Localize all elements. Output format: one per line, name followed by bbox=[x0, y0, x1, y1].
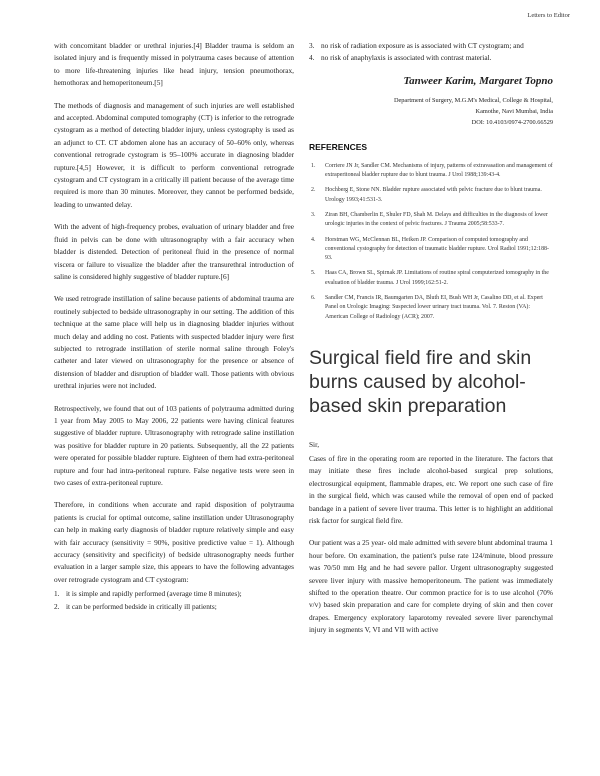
references-heading: REFERENCES bbox=[309, 141, 368, 152]
left-column bbox=[54, 40, 294, 613]
list-item-number: 3. bbox=[309, 41, 315, 50]
reference-number: 5. bbox=[311, 270, 316, 277]
reference-text: Hochberg E, Stone NN. Bladder rupture associated with pelvic fracture due to blunt trauma. Urology 1993;41:531-3. bbox=[325, 187, 542, 203]
body-paragraph: Therefore, in conditions when accurate and rapid disposition of polytrauma patients is crucial for optimal outcome, saline instillation under Ultrasonography can help in making early diagnosis of bladder rupture relatively simple and easy with fair accuracy (sensitivity = 90%, positive predictive value = 1). Although accuracy (sensitivity and specificity) of bedside ultrasonography needs further evaluation in a larger sample size, this appears to have the following advantages over retrograde cystogram and CT cystogram: bbox=[54, 500, 294, 584]
reference-number: 2. bbox=[311, 187, 316, 194]
reference-text: Haas CA, Brown SL, Spirnak JP. Limitations of routine spiral computerized tomography in the evaluation of bladder trauma. J Urol 1999;162:51-2. bbox=[325, 270, 549, 286]
reference-item bbox=[309, 186, 553, 205]
reference-text: Sandler CM, Francis IR, Baumgarten DA, Bluth EI, Bush WH Jr, Casalino DD, et al. Expert Panel on Urologic Imaging: Suspected lower urinary tract trauma. Vol. 7. Reston (VA): American College of Radiology (ACR); 2007. bbox=[325, 295, 543, 320]
list-item-number: 4. bbox=[309, 53, 315, 63]
body-paragraph: with concomitant bladder or urethral injuries.[4] Bladder trauma is seldom an isolated injury and is frequently missed in polytrauma cases because of attention to more life-threatening injuries like head injury, tension pneumothorax, hemothorax and hemoperitoneum.[5] bbox=[54, 41, 294, 88]
body-paragraph: With the advent of high-frequency probes, evaluation of urinary bladder and free fluid in pelvis can be done with ultrasonography with a fair accuracy when bladder is distended. Detection of peritoneal fluid in the presence of normal viscera or failure to visualize the bladder after the transurethral introduction of saline is considered highly suggestive of bladder rupture.[6] bbox=[54, 222, 294, 281]
list-item-number: 2. bbox=[54, 601, 60, 611]
list-item-text: no risk of anaphylaxis is associated with contrast material. bbox=[321, 53, 492, 63]
body-paragraph: The methods of diagnosis and management of such injuries are well established and accepted. Abdominal computed tomography (CT) is inferior to the retrograde cystogram as a method of detecting bladder injury, unless cystography is used as an adjunct to CT. CT abdomen alone has an accuracy of 50–60% only, whereas conventional retrograde cystogram is 95–100% accurate in diagnosing bladder rupture.[4,5] However, it is difficult to perform conventional retrograde cystogram and CT cystogram in a critically ill patient because of the average time required is more than 30 minutes. Moreover, they cannot be performed bedside, leading to unwanted delay. bbox=[54, 100, 294, 209]
list-item-text: it can be performed bedside in critically ill patients; bbox=[66, 601, 217, 611]
affiliation-line: Kamothe, Navi Mumbai, India bbox=[475, 107, 553, 115]
list-item bbox=[54, 588, 294, 600]
article-title: Surgical field fire and skin burns caused by alcohol-based skin preparation bbox=[309, 346, 532, 417]
reference-number: 6. bbox=[311, 295, 316, 302]
running-head: Letters to Editor bbox=[527, 12, 570, 19]
body-paragraph: Cases of fire in the operating room are reported in the literature. The factors that may initiate these fires include alcohol-based surgical prep solutions, electrosurgical equipment, flammable drapes, etc. We report one such case of fire in the surgical field, which was caused while the removal of open end of packed bandage in a patient of severe liver trauma. This letter is to highlight an additional risk factor for surgical field fire. bbox=[309, 453, 553, 525]
references-list bbox=[309, 162, 553, 322]
reference-item bbox=[309, 211, 553, 230]
body-paragraph: Our patient was a 25 year- old male admitted with severe blunt abdominal trauma 1 hour before. On examination, the patient's pulse rate 124/minute, blood pressure was 70/50 mm Hg and he had severe pallor. Urgent ultrasonography suggested severe liver injury with massive hemoperitoneum. The patient was immediately shifted to the operation theatre. Our common practice for is to use alcohol (70% v/v) based skin preparation and care for complete drying of skin and then cover drapes. Emergency exploratory laparotomy revealed severe liver parenchymal injury in segments V, VI and VII with active bbox=[309, 538, 553, 635]
salutation: Sir, bbox=[309, 439, 320, 449]
affiliation-line: Department of Surgery, M.G.M's Medical, College & Hospital, bbox=[393, 96, 553, 104]
reference-number: 1. bbox=[311, 162, 316, 169]
body-paragraph: We used retrograde instillation of saline because patients of abdominal trauma are routinely subjected to bedside ultrasonography in our setting. The addition of this technique at the same place will help us in diagnosing bladder injuries without much delay and adding no cost. Patients with suspected bladder injury were first subjected to retrograde instillation of sterile normal saline through Foley's catheter and later viewed on ultrasonography for the presence or absence of distension of bladder and disruption of bladder wall. Those patients with obvious urethral injuries were not included. bbox=[54, 294, 294, 391]
reference-number: 3. bbox=[311, 212, 316, 218]
right-column bbox=[309, 40, 553, 647]
author-names: Tanweer Karim, Margaret Topno bbox=[403, 74, 553, 87]
advantages-list bbox=[54, 588, 294, 613]
doi: DOI: 10.4103/0974-2700.66529 bbox=[471, 118, 553, 126]
list-item bbox=[54, 601, 294, 613]
reference-item bbox=[309, 162, 553, 181]
reference-number: 4. bbox=[311, 236, 316, 243]
list-item bbox=[309, 40, 553, 52]
reference-text: Horstman WG, McClennan BL, Heiken JP. Comparison of computed tomography and conventional cystography for detection of traumatic bladder rupture. Urol Radiol 1991;12:188-93. bbox=[325, 236, 549, 262]
advantages-list-continued bbox=[309, 40, 553, 65]
list-item-text: no risk of radiation exposure as is associated with CT cystogram; and bbox=[321, 41, 524, 50]
list-item bbox=[309, 52, 553, 64]
reference-text: Ziran BH, Chamberlin E, Shuler FD, Shah M. Delays and difficulties in the diagnosis of lower urologic injuries in the context of pelvic fractures. J Trauma 2005;58:533-7. bbox=[325, 212, 548, 228]
body-paragraph: Retrospectively, we found that out of 103 patients of polytrauma admitted during 1 year from May 2005 to May 2006, 22 patients were having clinical features suggestive of bladder rupture. Ultrasonography with retrograde saline instillation was positive for bladder rupture in 20 patients. Subsequently, all the 22 patients were operated for possible bladder rupture. Eighteen of them had extra-peritoneal rupture and four had intra-peritoneal rupture. False negative tests were seen in two cases of extra-peritoneal rupture. bbox=[54, 403, 294, 487]
reference-item bbox=[309, 294, 553, 322]
reference-item bbox=[309, 269, 553, 288]
reference-text: Corriere JN Jr, Sandler CM. Mechanisms of injury, patterns of extravasation and management of extraperitoneal bladder rupture due to blunt trauma. J Urol 1988;139:43-4. bbox=[325, 162, 553, 179]
list-item-text: it is simple and rapidly performed (average time 8 minutes); bbox=[66, 589, 242, 599]
list-item-number: 1. bbox=[54, 589, 60, 599]
reference-item bbox=[309, 236, 553, 264]
